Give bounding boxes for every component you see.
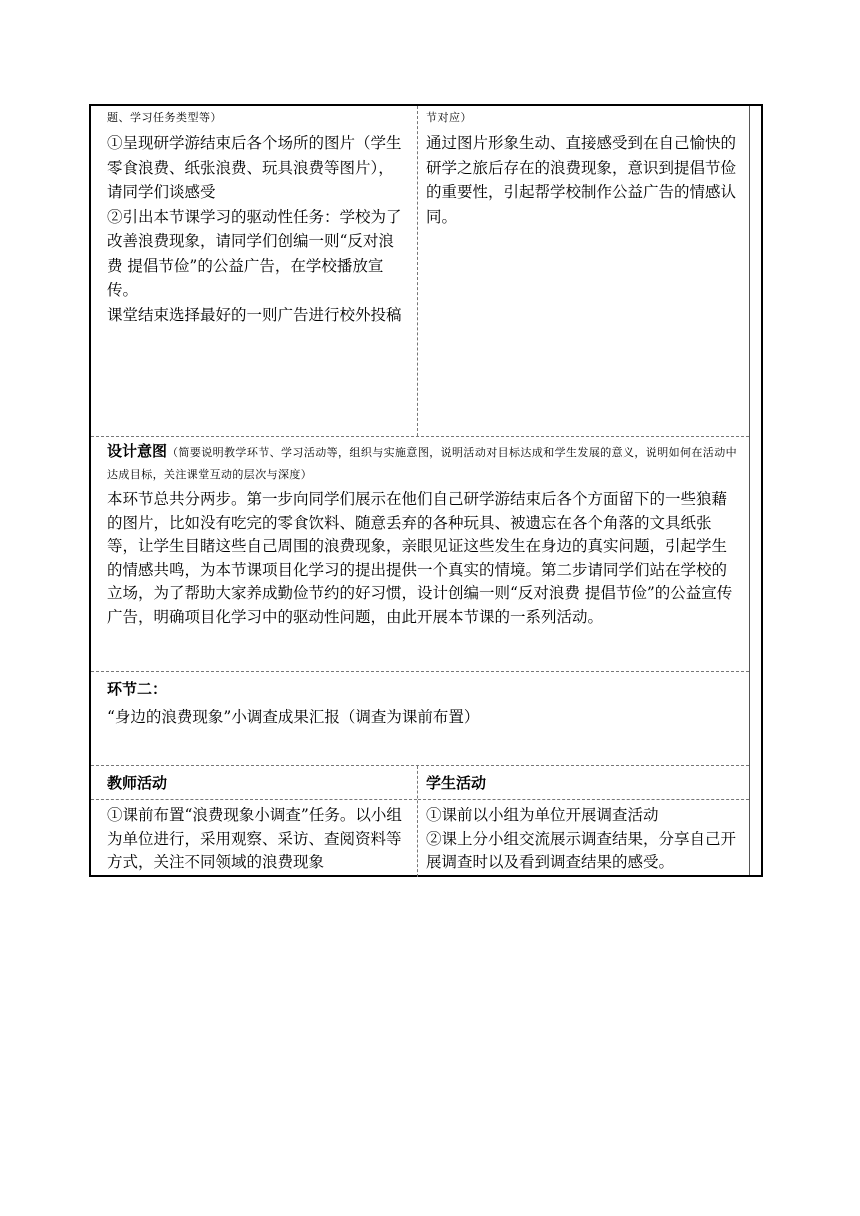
design-intent-title: 设计意图 xyxy=(107,442,168,460)
stage-two-subtitle: “身边的浪费现象”小调查成果汇报（调查为课前布置） xyxy=(107,708,480,726)
teacher-activities-title: 教师活动 xyxy=(91,772,417,800)
stage-two-title: 环节二： xyxy=(107,680,168,698)
lesson-plan-table xyxy=(89,104,763,877)
design-intent-row xyxy=(91,437,749,672)
activity-intent-row xyxy=(91,106,749,437)
activity-step-2: ②引出本节课学习的驱动性任务：学校为了改善浪费现象，请同学们创编一则“反对浪费 提倡节俭”的公益广告，在学校播放宣传。 xyxy=(107,207,402,299)
activity-step-3: 课堂结束选择最好的一则广告进行校外投稿 xyxy=(107,305,402,324)
intent-cell-header: 节对应） xyxy=(426,111,472,124)
student-activity-1: ①课前以小组为单位开展调查活动 xyxy=(426,806,659,824)
activities-row xyxy=(91,766,749,877)
student-activities-cell xyxy=(418,766,749,877)
student-activities-title: 学生活动 xyxy=(418,772,749,800)
intent-text: 通过图片形象生动、直接感受到在自己愉快的研学之旅后存在的浪费现象，意识到提倡节俭的重要性，引起帮学校制作公益广告的情感认同。 xyxy=(426,134,737,226)
teacher-activities-text: ①课前布置“浪费现象小调查”任务。以小组为单位进行，采用观察、采访、查阅资料等方式，关注不同领域的浪费现象 xyxy=(107,806,402,871)
activity-step-1: ①呈现研学游结束后各个场所的图片（学生零食浪费、纸张浪费、玩具浪费等图片），请同学们谈感受 xyxy=(107,134,402,201)
student-activity-2: ②课上分小组交流展示调查结果，分享自己开展调查时以及看到调查结果的感受。 xyxy=(426,829,737,871)
design-intent-body: 本环节总共分两步。第一步向同学们展示在他们自己研学游结束后各个方面留下的一些狼藉的图片，比如没有吃完的零食饮料、随意丢弃的各种玩具、被遗忘在各个角落的文具纸张等，让学生目睹这些自己周围的浪费现象，亲眼见证这些发生在身边的真实问题，引起学生的情感共鸣，为本节课项目化学习的提出提供一个真实的情境。第二步请同学们站在学校的立场，为了帮助大家养成勤俭节约的好习惯，设计创编一则“反对浪费 提倡节俭”的公益宣传广告，明确项目化学习中的驱动性问题，由此开展本节课的一系列活动。 xyxy=(107,490,733,626)
intent-cell xyxy=(418,106,749,436)
stage-two-row xyxy=(91,672,749,766)
table-inner-border xyxy=(749,106,750,875)
teacher-activity-cell xyxy=(91,106,418,436)
design-intent-note: （简要说明教学环节、学习活动等，组织与实施意图，说明活动对目标达成和学生发展的意义，说明如何在活动中达成目标，关注课堂互动的层次与深度） xyxy=(107,446,738,481)
teacher-cell-header: 题、学习任务类型等） xyxy=(107,111,222,124)
teacher-activities-cell xyxy=(91,766,418,877)
